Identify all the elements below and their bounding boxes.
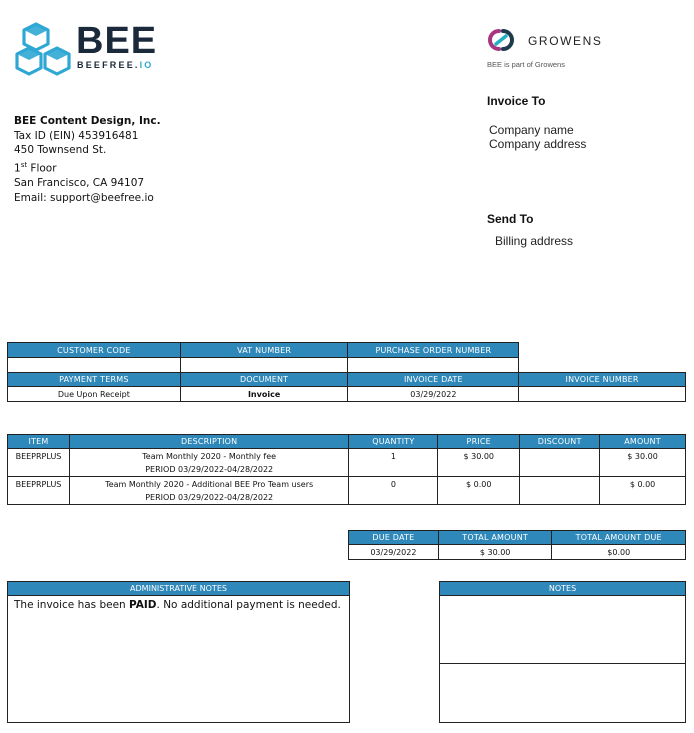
document-value: Invoice (180, 387, 348, 402)
sender-city: San Francisco, CA 94107 (14, 177, 145, 190)
bee-wordmark: BEE (76, 20, 158, 62)
growens-note: BEE is part of Growens (487, 60, 565, 69)
vat-number-value (180, 358, 348, 373)
header-invoice-number: INVOICE NUMBER (519, 373, 686, 387)
sender-address-block (14, 114, 161, 206)
item-discount (520, 477, 600, 505)
header-po-number: PURCHASE ORDER NUMBER (348, 343, 519, 358)
company-name: Company name (489, 123, 574, 137)
invoice-info-table (7, 342, 686, 402)
item-price: $ 30.00 (438, 449, 520, 477)
invoice-number-value (519, 387, 686, 402)
table-row (8, 477, 686, 505)
sender-email: Email: support@beefree.io (14, 192, 154, 205)
header-vat-number: VAT NUMBER (180, 343, 348, 358)
header-description: DESCRIPTION (69, 435, 348, 449)
send-to-heading: Send To (487, 212, 534, 226)
header-price: PRICE (438, 435, 520, 449)
invoice-date-value: 03/29/2022 (348, 387, 519, 402)
header-quantity: QUANTITY (349, 435, 438, 449)
item-description: Team Monthly 2020 - Monthly fee PERIOD 03/29/2022-04/28/2022 (69, 449, 348, 477)
total-amount-value: $ 30.00 (438, 545, 552, 560)
item-amount: $ 30.00 (600, 449, 686, 477)
empty-cell (519, 358, 686, 373)
sender-street: 450 Townsend St. (14, 144, 107, 157)
growens-wordmark: GROWENS (528, 34, 603, 48)
empty-cell (519, 343, 686, 358)
item-code: BEEPRPLUS (8, 449, 70, 477)
item-price: $ 0.00 (438, 477, 520, 505)
growens-logo-icon (486, 27, 516, 53)
item-discount (520, 449, 600, 477)
header-amount: AMOUNT (600, 435, 686, 449)
company-address: Company address (489, 137, 587, 151)
header-due-date: DUE DATE (349, 531, 439, 545)
header-item: ITEM (8, 435, 70, 449)
line-items-table (7, 434, 686, 505)
total-amount-due-value: $0.00 (552, 545, 686, 560)
sender-floor: 1st Floor (14, 161, 57, 175)
header-total-amount-due: TOTAL AMOUNT DUE (552, 531, 686, 545)
header-document: DOCUMENT (180, 373, 348, 387)
header-total-amount: TOTAL AMOUNT (438, 531, 552, 545)
header-invoice-date: INVOICE DATE (348, 373, 519, 387)
notes-box (439, 581, 686, 723)
item-description: Team Monthly 2020 - Additional BEE Pro Team users PERIOD 03/29/2022-04/28/2022 (69, 477, 348, 505)
header-customer-code: CUSTOMER CODE (8, 343, 181, 358)
table-row (8, 449, 686, 477)
notes-divider (440, 663, 685, 664)
due-date-value: 03/29/2022 (349, 545, 439, 560)
header-discount: DISCOUNT (520, 435, 600, 449)
administrative-notes-heading: ADMINISTRATIVE NOTES (8, 582, 349, 596)
totals-table (348, 530, 686, 560)
header-payment-terms: PAYMENT TERMS (8, 373, 181, 387)
notes-heading: NOTES (440, 582, 685, 596)
sender-company: BEE Content Design, Inc. (14, 115, 161, 127)
administrative-notes-box (7, 581, 350, 723)
item-quantity: 0 (349, 477, 438, 505)
item-code: BEEPRPLUS (8, 477, 70, 505)
item-quantity: 1 (349, 449, 438, 477)
customer-code-value (8, 358, 181, 373)
item-amount: $ 0.00 (600, 477, 686, 505)
invoice-to-heading: Invoice To (487, 94, 546, 108)
beefree-sub-wordmark: BEEFREE.IO (77, 60, 154, 70)
administrative-notes-text: The invoice has been PAID. No additional payment is needed. (14, 599, 341, 611)
billing-address: Billing address (495, 234, 574, 248)
sender-tax-id: Tax ID (EIN) 453916481 (14, 129, 139, 142)
payment-terms-value: Due Upon Receipt (8, 387, 181, 402)
po-number-value (348, 358, 519, 373)
